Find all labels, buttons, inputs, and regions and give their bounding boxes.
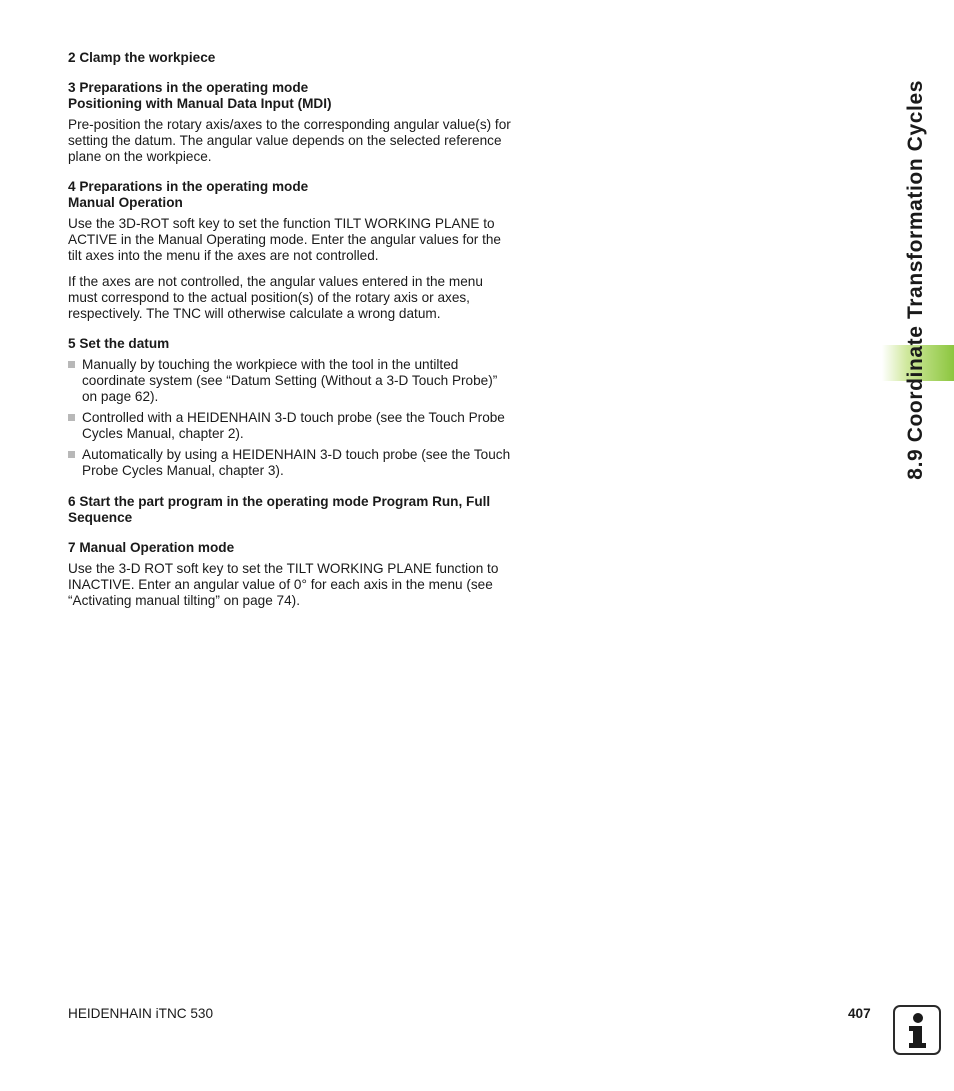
step-4-heading (68, 179, 513, 211)
list-item (68, 410, 513, 442)
list-item (68, 357, 513, 405)
bullet-text: Manually by touching the workpiece with the tool in the untilted coordinate system (see “Datum Setting (Without a 3-D Touch Probe)” on page 62). (82, 357, 498, 404)
step-4-paragraph-2: If the axes are not controlled, the angular values entered in the menu must correspond to the actual position(s) of the rotary axis or axes, respectively. The TNC will otherwise calculate a wrong datum. (68, 274, 483, 321)
step-4-heading-line1: 4 Preparations in the operating mode (68, 179, 309, 194)
page-number: 407 (848, 1006, 871, 1021)
step-2-heading: 2 Clamp the workpiece (68, 50, 216, 65)
step-5-bullet-list (68, 357, 513, 479)
step-3-heading-line2: Positioning with Manual Data Input (MDI) (68, 96, 332, 111)
step-3-paragraph: Pre-position the rotary axis/axes to the corresponding angular value(s) for setting the datum. The angular value depends on the selected reference plane on the workpiece. (68, 117, 511, 164)
bullet-text: Automatically by using a HEIDENHAIN 3-D touch probe (see the Touch Probe Cycles Manual, chapter 3). (82, 447, 511, 478)
step-6-heading: 6 Start the part program in the operating mode Program Run, Full Sequence (68, 494, 491, 525)
step-4-paragraph-1: Use the 3D-ROT soft key to set the function TILT WORKING PLANE to ACTIVE in the Manual Operating mode. Enter the angular values for the tilt axes into the menu if the axes are not controlled. (68, 216, 501, 263)
side-chapter-title-text: 8.9 Coordinate Transformation Cycles (904, 80, 927, 480)
step-3-heading-line1: 3 Preparations in the operating mode (68, 80, 309, 95)
bullet-square-icon (68, 361, 75, 368)
step-4-heading-line2: Manual Operation (68, 195, 183, 210)
main-content (68, 50, 513, 609)
step-3-heading (68, 80, 513, 112)
bullet-square-icon (68, 414, 75, 421)
list-item (68, 447, 513, 479)
side-chapter-title (895, 54, 937, 506)
footer-product-name: HEIDENHAIN iTNC 530 (68, 1006, 214, 1021)
info-glyph-icon (895, 1007, 939, 1053)
bullet-square-icon (68, 451, 75, 458)
step-7-paragraph: Use the 3-D ROT soft key to set the TILT WORKING PLANE function to INACTIVE. Enter an angular value of 0° for each axis in the menu (see “Activating manual tilting” on page 74). (68, 561, 499, 608)
info-icon (893, 1005, 941, 1055)
step-5-heading: 5 Set the datum (68, 336, 170, 351)
step-7-heading: 7 Manual Operation mode (68, 540, 235, 555)
bullet-text: Controlled with a HEIDENHAIN 3-D touch probe (see the Touch Probe Cycles Manual, chapter 2). (82, 410, 505, 441)
